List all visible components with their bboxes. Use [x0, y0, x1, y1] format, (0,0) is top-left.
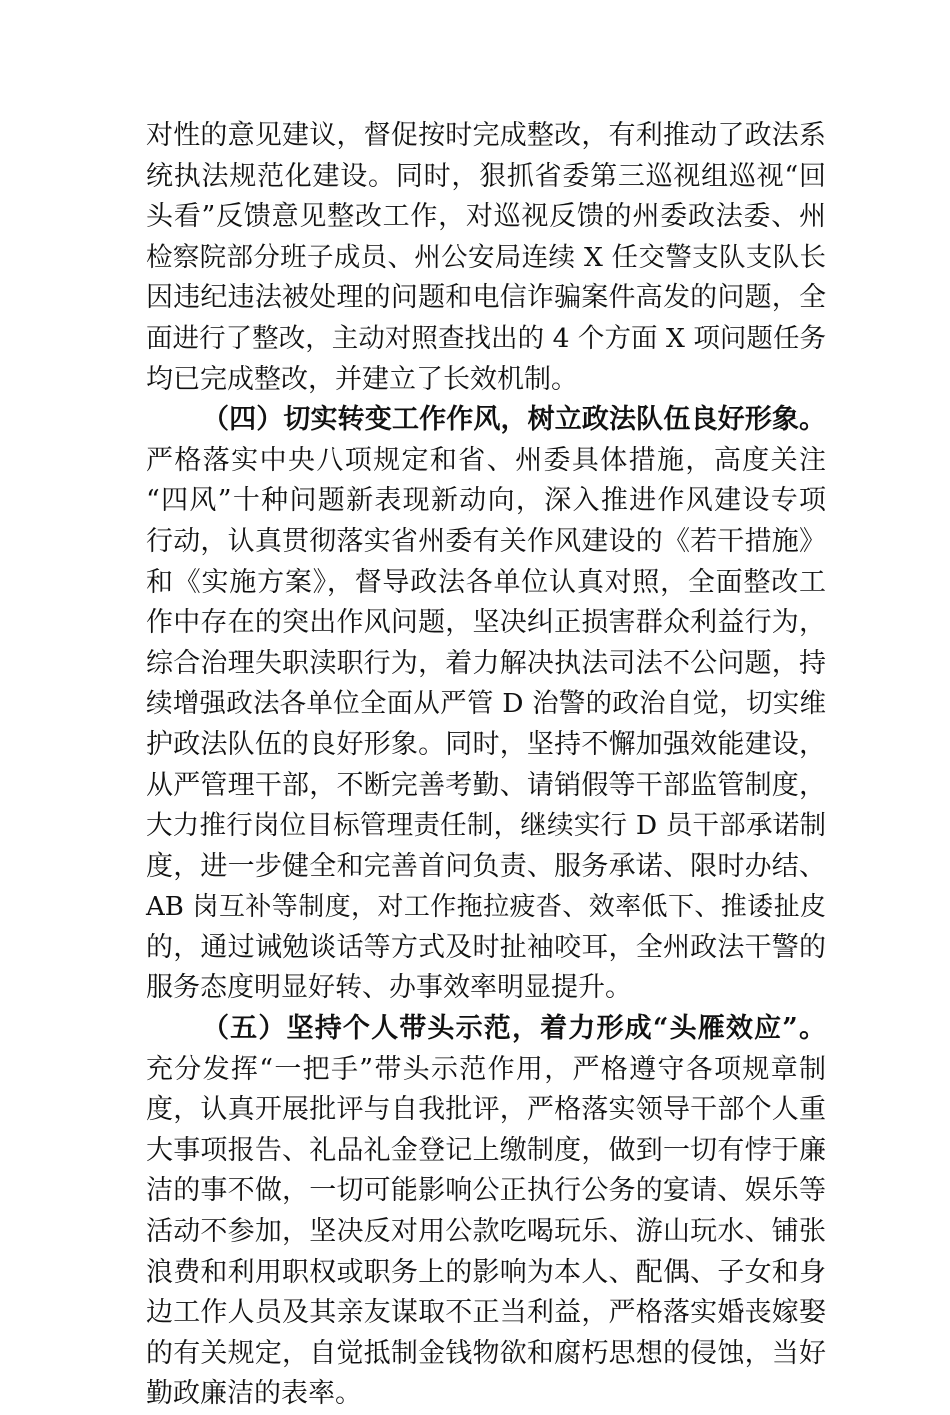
- text-line: 检察院部分班子成员、州公安局连续 X 任交警支队支队长: [146, 241, 826, 273]
- text-line: 从严管理干部，不断完善考勤、请销假等干部监管制度，: [146, 769, 826, 801]
- text-line: 综合治理失职渎职行为，着力解决执法司法不公问题，持: [146, 647, 826, 679]
- text-line: 勤政廉洁的表率。: [146, 1378, 362, 1410]
- text-line: 浪费和利用职权或职务上的影响为本人、配偶、子女和身: [146, 1256, 826, 1288]
- text-line: 面进行了整改，主动对照查找出的 4 个方面 X 项问题任务: [146, 322, 826, 354]
- text-line: 大事项报告、礼品礼金登记上缴制度，做到一切有悖于廉: [146, 1134, 826, 1166]
- text-line: 大力推行岗位目标管理责任制，继续实行 D 员干部承诺制: [146, 810, 826, 842]
- text-line: “四风”十种问题新表现新动向，深入推进作风建设专项: [146, 485, 826, 517]
- text-line: 活动不参加，坚决反对用公款吃喝玩乐、游山玩水、铺张: [146, 1216, 826, 1248]
- section-heading-five: （五）坚持个人带头示范，着力形成“头雁效应”。: [202, 1013, 826, 1045]
- text-line: 的，通过诫勉谈话等方式及时扯袖咬耳，全州政法干警的: [146, 931, 826, 963]
- text-line: 均已完成整改，并建立了长效机制。: [146, 363, 578, 395]
- section-heading-four: （四）切实转变工作作风，树立政法队伍良好形象。: [202, 404, 826, 436]
- text-line: 统执法规范化建设。同时，狠抓省委第三巡视组巡视“回: [146, 160, 826, 192]
- text-line: 作中存在的突出作风问题，坚决纠正损害群众利益行为，: [146, 607, 826, 639]
- body-text: [146, 116, 826, 1415]
- text-line: 的有关规定，自觉抵制金钱物欲和腐朽思想的侵蚀，当好: [146, 1337, 826, 1369]
- text-line: 对性的意见建议，督促按时完成整改，有利推动了政法系: [146, 120, 826, 151]
- text-line: 行动，认真贯彻落实省州委有关作风建设的《若干措施》: [146, 525, 826, 557]
- text-line: 服务态度明显好转、办事效率明显提升。: [146, 972, 632, 1004]
- text-line: 洁的事不做，一切可能影响公正执行公务的宴请、娱乐等: [146, 1175, 826, 1207]
- text-line: 和《实施方案》，督导政法各单位认真对照，全面整改工: [146, 566, 826, 598]
- text-line: 度，认真开展批评与自我批评，严格落实领导干部个人重: [146, 1094, 826, 1126]
- text-line: 度，进一步健全和完善首问负责、服务承诺、限时办结、: [146, 850, 826, 882]
- text-line: 头看”反馈意见整改工作，对巡视反馈的州委政法委、州: [146, 201, 826, 233]
- text-line: 因违纪违法被处理的问题和电信诈骗案件高发的问题，全: [146, 282, 826, 314]
- text-line: 严格落实中央八项规定和省、州委具体措施，高度关注: [146, 444, 826, 476]
- text-line: 边工作人员及其亲友谋取不正当利益，严格落实婚丧嫁娶: [146, 1297, 826, 1329]
- text-line: AB 岗互补等制度，对工作拖拉疲沓、效率低下、推诿扯皮: [146, 892, 826, 923]
- text-line: 续增强政法各单位全面从严管 D 治警的政治自觉，切实维: [146, 688, 826, 720]
- text-line: 充分发挥“一把手”带头示范作用，严格遵守各项规章制: [146, 1053, 826, 1085]
- text-line: 护政法队伍的良好形象。同时，坚持不懈加强效能建设，: [146, 728, 826, 760]
